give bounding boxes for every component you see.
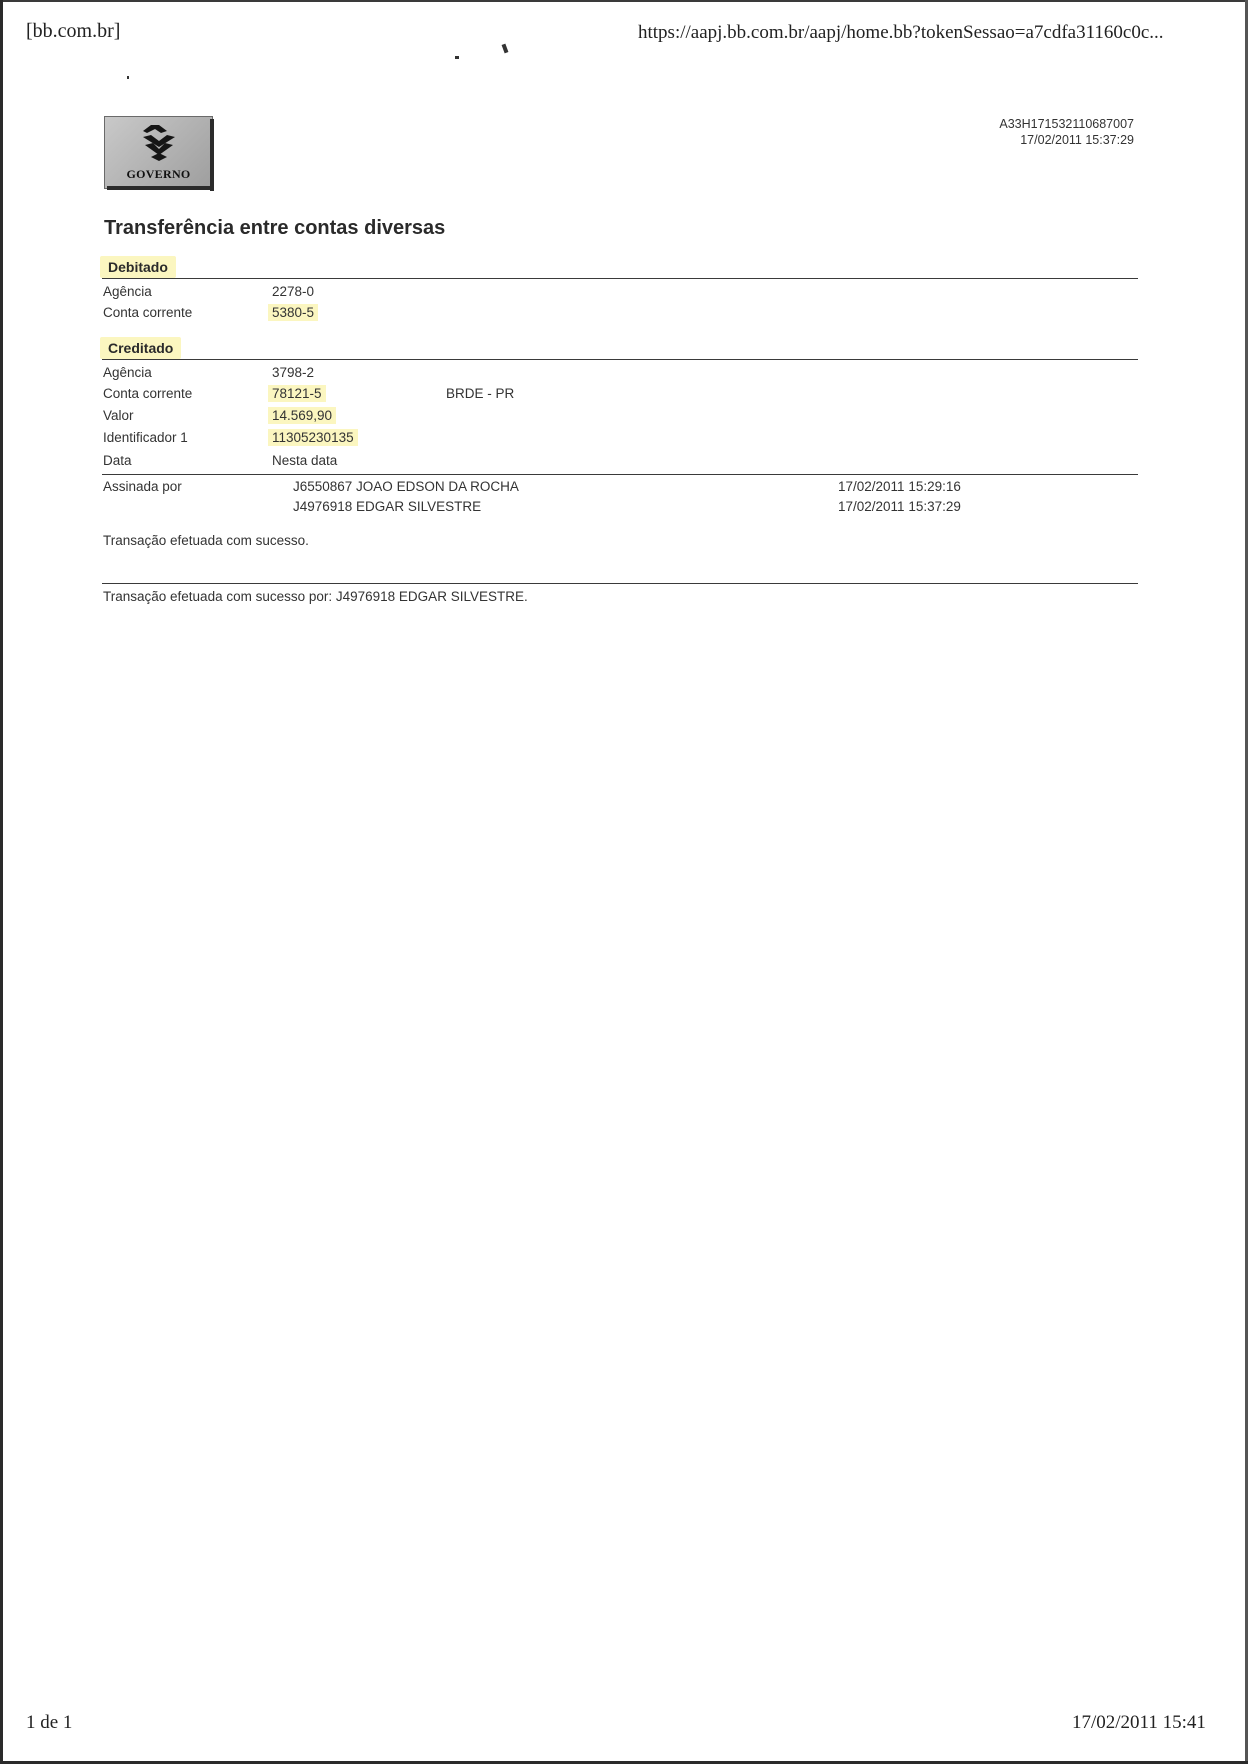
banco-do-brasil-logo-icon bbox=[137, 123, 181, 163]
signer-name: J6550867 JOAO EDSON DA ROCHA bbox=[293, 479, 519, 494]
amount-highlight: 14.569,90 bbox=[268, 407, 336, 424]
debit-agency-label: Agência bbox=[103, 284, 152, 299]
credit-account-highlight: 78121-5 bbox=[268, 385, 326, 402]
footer-divider bbox=[102, 583, 1138, 584]
document-id: A33H171532110687007 bbox=[999, 117, 1134, 131]
status-message: Transação efetuada com sucesso. bbox=[103, 533, 309, 548]
date-label: Data bbox=[103, 453, 132, 468]
scan-edge-left bbox=[0, 0, 3, 1764]
document-timestamp: 17/02/2011 15:37:29 bbox=[1020, 133, 1134, 147]
debit-agency-value: 2278-0 bbox=[272, 284, 315, 299]
identifier-label: Identificador 1 bbox=[103, 430, 188, 445]
print-timestamp: 17/02/2011 15:41 bbox=[1072, 1712, 1206, 1733]
print-header-url[interactable]: https://aapj.bb.com.br/aapj/home.bb?tokenSessao=a7cdfa31160c0c... bbox=[638, 22, 1164, 43]
identifier-value bbox=[272, 430, 358, 445]
signer-name: J4976918 EDGAR SILVESTRE bbox=[293, 499, 482, 514]
logo-text: GOVERNO bbox=[126, 167, 191, 181]
credit-account-holder: BRDE - PR bbox=[446, 386, 515, 401]
print-header-site: [bb.com.br] bbox=[26, 20, 121, 42]
section-divider bbox=[102, 359, 1138, 360]
logo-shadow bbox=[210, 119, 214, 191]
amount-label: Valor bbox=[103, 408, 134, 423]
footer-message: Transação efetuada com sucesso por: J4976918 EDGAR SILVESTRE. bbox=[103, 589, 528, 604]
section-divider bbox=[102, 474, 1138, 475]
amount-value bbox=[272, 408, 336, 423]
debit-account-label: Conta corrente bbox=[103, 305, 193, 320]
scan-speck bbox=[455, 56, 459, 59]
debit-account-highlight: 5380-5 bbox=[268, 304, 318, 321]
document-meta bbox=[900, 116, 1134, 148]
signer-time: 17/02/2011 15:29:16 bbox=[838, 479, 961, 494]
page-title: Transferência entre contas diversas bbox=[104, 217, 446, 239]
signed-by-label: Assinada por bbox=[103, 479, 182, 494]
credit-account-value bbox=[272, 386, 326, 401]
signer-time: 17/02/2011 15:37:29 bbox=[838, 499, 961, 514]
credit-account-label: Conta corrente bbox=[103, 386, 193, 401]
page-number: 1 de 1 bbox=[26, 1712, 73, 1733]
scan-edge-top bbox=[0, 0, 1248, 2]
logo-shadow bbox=[107, 186, 214, 190]
scan-speck bbox=[127, 76, 129, 79]
debit-account-value bbox=[272, 305, 318, 320]
credit-agency-value: 3798-2 bbox=[272, 365, 315, 380]
bank-logo bbox=[104, 116, 213, 189]
identifier-highlight: 11305230135 bbox=[268, 429, 358, 446]
date-value: Nesta data bbox=[272, 453, 338, 468]
section-heading-creditado: Creditado bbox=[100, 337, 181, 359]
section-divider bbox=[102, 278, 1138, 279]
section-heading-debitado: Debitado bbox=[100, 256, 176, 278]
credit-agency-label: Agência bbox=[103, 365, 152, 380]
scan-speck bbox=[502, 44, 509, 54]
